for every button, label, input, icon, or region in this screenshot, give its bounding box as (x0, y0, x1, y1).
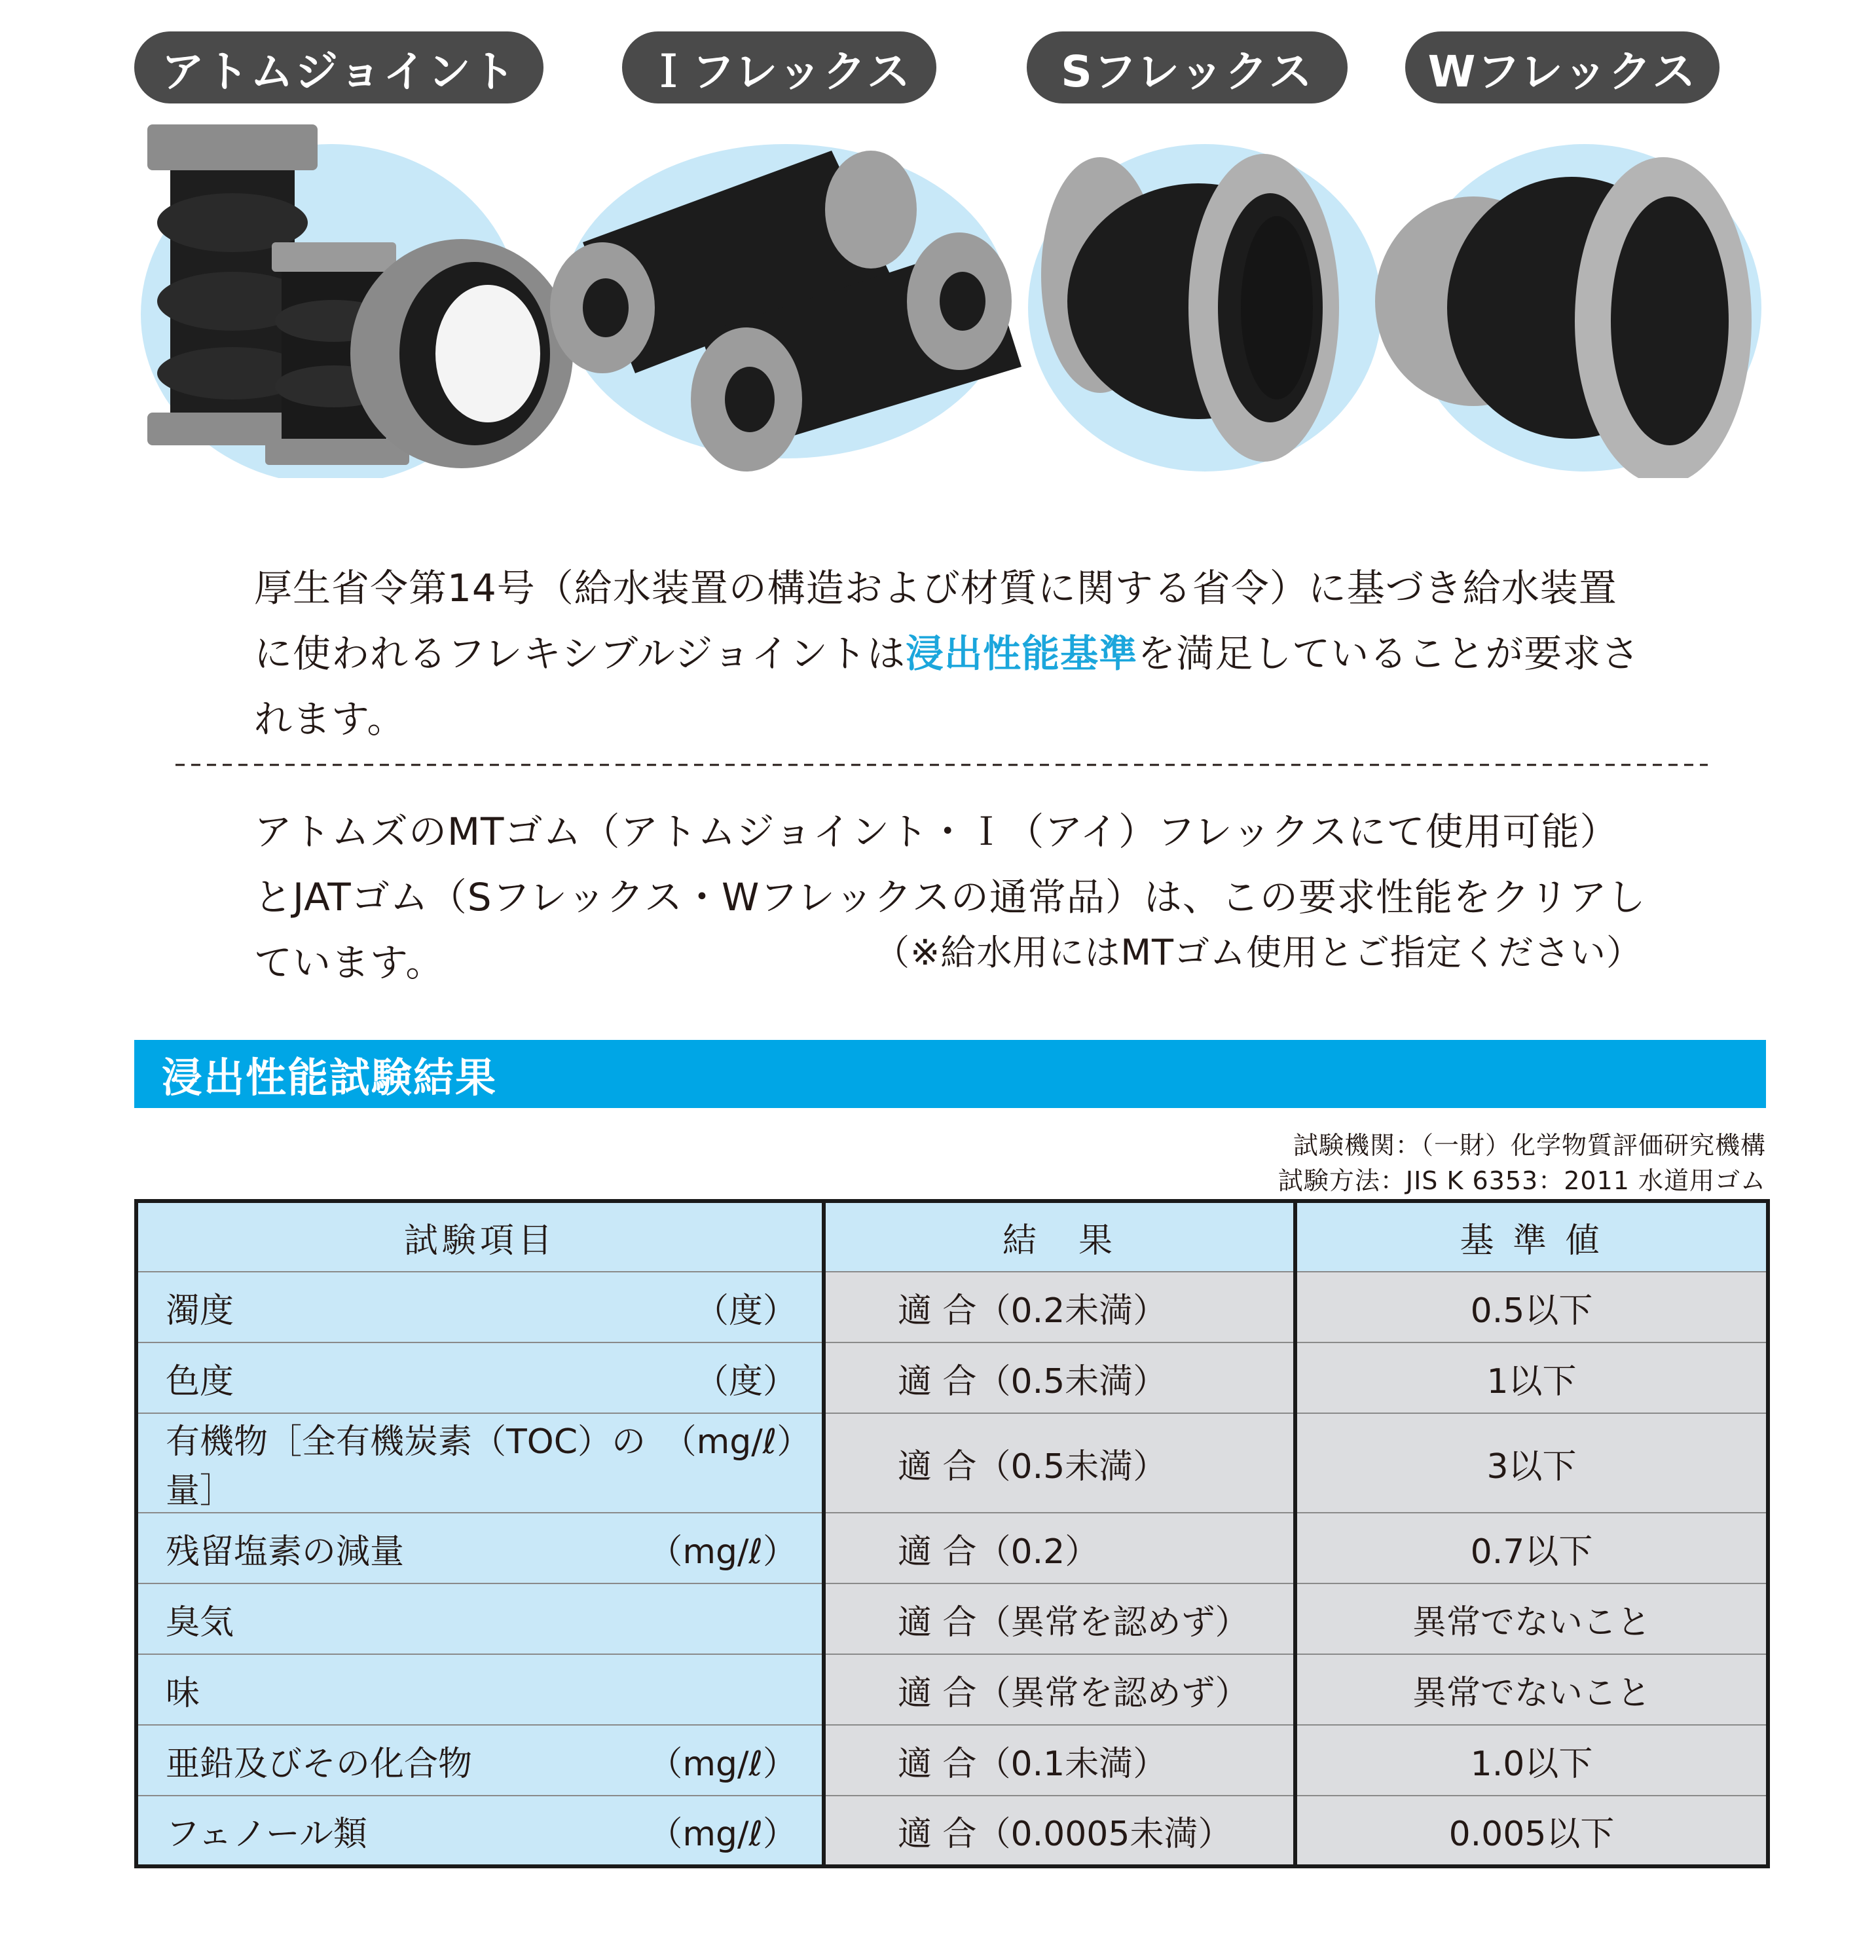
standard-cell: 3以下 (1295, 1413, 1768, 1513)
test-item-cell (136, 1413, 824, 1513)
test-method: 試験方法：JIS K 6353：2011 水道用ゴム (1278, 1166, 1766, 1195)
test-item-unit: （mg/ℓ） (648, 1532, 797, 1572)
test-item-unit: （度） (694, 1361, 797, 1401)
w-flex-image (1375, 111, 1768, 478)
test-item-cell (136, 1342, 824, 1413)
table-row (136, 1413, 1768, 1513)
usage-note: （※給水用にはMTゴム使用とご指定ください） (874, 932, 1642, 973)
product-label-w-flex: Wフレックス (1405, 31, 1720, 103)
standard-cell: 0.5以下 (1295, 1272, 1768, 1342)
table-row (136, 1654, 1768, 1725)
test-item-name: 色度 (166, 1361, 234, 1401)
intro-paragraph-1 (254, 555, 1649, 752)
test-item-unit: （mg/ℓ） (662, 1422, 811, 1462)
product-label-s-flex: Sフレックス (1027, 31, 1348, 103)
test-item-unit: （mg/ℓ） (648, 1744, 797, 1784)
test-item-unit: （度） (694, 1291, 797, 1331)
test-item-cell (136, 1583, 824, 1654)
i-flex-image (524, 111, 1021, 478)
standard-cell: 異常でないこと (1295, 1654, 1768, 1725)
s-flex-image (1028, 111, 1395, 478)
test-item-name: 有機物［全有機炭素（TOC）の量］ (166, 1422, 646, 1511)
test-item-cell (136, 1513, 824, 1583)
header-result: 結 果 (824, 1201, 1295, 1272)
test-item-cell (136, 1654, 824, 1725)
intro-text-end: を満足していることが要求されます。 (254, 631, 1640, 741)
test-item-name: 味 (166, 1673, 200, 1713)
test-item-name: フェノール類 (166, 1814, 367, 1854)
intro-highlight: 浸出性能基準 (906, 631, 1138, 676)
table-row (136, 1513, 1768, 1583)
test-item-unit: （mg/ℓ） (648, 1814, 797, 1854)
result-cell: 適 合（0.5未満） (824, 1413, 1295, 1513)
table-row (136, 1583, 1768, 1654)
test-item-name: 臭気 (166, 1602, 234, 1642)
test-item-cell (136, 1725, 824, 1796)
dotted-divider (175, 758, 1708, 771)
table-header-row (136, 1201, 1768, 1272)
test-agency: 試験機関：（一財）化学物質評価研究機構 (1293, 1131, 1766, 1160)
standard-cell: 1以下 (1295, 1342, 1768, 1413)
product-label-i-flex: Ｉフレックス (622, 31, 936, 103)
table-row (136, 1272, 1768, 1342)
result-cell: 適 合（0.5未満） (824, 1342, 1295, 1413)
intro-text: 厚生省令第14号（給水装置の構造および材質に関する省令）に基づき給水装置に使われるフレキシブルジョイントは (254, 566, 1617, 676)
section-title: 浸出性能試験結果 (134, 1040, 1766, 1108)
result-cell: 適 合（0.2） (824, 1513, 1295, 1583)
product-label-atom-joint: アトムジョイント (134, 31, 543, 103)
header-item: 試験項目 (136, 1201, 824, 1272)
header-standard: 基 準 値 (1295, 1201, 1768, 1272)
result-cell: 適 合（異常を認めず） (824, 1654, 1295, 1725)
result-cell: 適 合（異常を認めず） (824, 1583, 1295, 1654)
test-item-name: 残留塩素の減量 (166, 1532, 405, 1572)
test-item-cell (136, 1272, 824, 1342)
table-row (136, 1342, 1768, 1413)
test-item-cell (136, 1796, 824, 1866)
result-cell: 適 合（0.0005未満） (824, 1796, 1295, 1866)
intro-paragraph-2: アトムズのMTゴム（アトムジョイント・Ｉ（アイ）フレックスにて使用可能）とJATゴム（Sフレックス・Wフレックスの通常品）は、この要求性能をクリアしています。 (254, 809, 1646, 985)
result-cell: 適 合（0.2未満） (824, 1272, 1295, 1342)
table-row (136, 1796, 1768, 1866)
standard-cell: 1.0以下 (1295, 1725, 1768, 1796)
test-item-name: 亜鉛及びその化合物 (166, 1744, 473, 1784)
atom-joint-image (134, 111, 579, 478)
standard-cell: 0.7以下 (1295, 1513, 1768, 1583)
results-table (134, 1199, 1770, 1868)
standard-cell: 異常でないこと (1295, 1583, 1768, 1654)
result-cell: 適 合（0.1未満） (824, 1725, 1295, 1796)
table-row (136, 1725, 1768, 1796)
standard-cell: 0.005以下 (1295, 1796, 1768, 1866)
test-item-name: 濁度 (166, 1291, 234, 1331)
